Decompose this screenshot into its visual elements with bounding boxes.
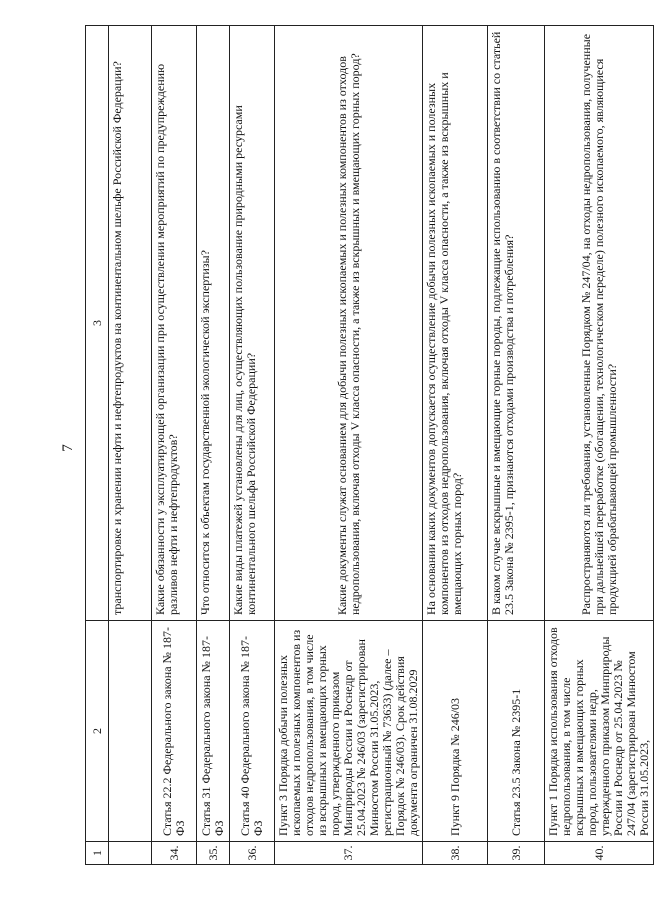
row-number-cell: 38. <box>423 842 488 865</box>
question-cell: Какие документы служат основанием для добычи полезных ископаемых и полезных компонентов из отходов недропользования, включая отходы V класса опасности, а также из вскрышных и вмещающих горных пород? <box>275 26 423 621</box>
question-cell: Какие виды платежей установлены для лиц, осуществляющих пользование природными ресурсами континентального шельфа Российской Федерации? <box>230 26 275 621</box>
regulation-table-container <box>85 25 651 865</box>
table-row <box>488 26 545 865</box>
row-number-cell: 39. <box>488 842 545 865</box>
table-header-row <box>86 26 109 865</box>
law-cell <box>109 621 152 842</box>
law-cell: Статья 22.2 Федерального закона № 187-ФЗ <box>152 621 197 842</box>
law-cell: Статья 23.5 Закона № 2395-1 <box>488 621 545 842</box>
table-row <box>230 26 275 865</box>
row-number-cell: 40. <box>545 842 654 865</box>
question-cell: Что относится к объектам государственной экологической экспертизы? <box>197 26 230 621</box>
law-cell: Статья 40 Федерального закона № 187-ФЗ <box>230 621 275 842</box>
law-cell: Пункт 9 Порядка № 246/03 <box>423 621 488 842</box>
law-cell: Пункт 1 Порядка использования отходов недропользования, в том числе вскрышных и вмещающих горных пород, пользователями недр, утвержденного приказом Минприроды России и Роснедр от 25.04.2023 № 247/04 (зарегистрирован Минюстом России 31.05.2023, <box>545 621 654 842</box>
row-number-cell: 34. <box>152 842 197 865</box>
question-cell: Распространяются ли требования, установленные Порядком № 247/04, на отходы недропользования, полученные при дальнейшей переработке (обогащении, технологическом переделе) полезного ископаемого, являющиеся продукцией обрабатывающей промышленности? <box>545 26 654 621</box>
header-col-law: 2 <box>86 621 109 842</box>
law-cell: Пункт 3 Порядка добычи полезных ископаемых и полезных компонентов из отходов недропользования, в том числе из вскрышных и вмещающих горных пород, утвержденного приказом Минприроды России и Роснедр от 25.04.2023 № 246/03 (зарегистрирован Минюстом России 31.05.2023, регистрационный № 73633) (далее – Порядок № 246/03). Срок действия документа ограничен 31.08.2029 <box>275 621 423 842</box>
table-row <box>197 26 230 865</box>
question-cell: Какие обязанности у эксплуатирующей организации при осуществлении мероприятий по предупреждению разливов нефти и нефтепродуктов? <box>152 26 197 621</box>
row-number-cell: 36. <box>230 842 275 865</box>
table-row <box>545 26 654 865</box>
question-cell: транспортировке и хранении нефти и нефтепродуктов на континентальном шельфе Российской Федерации? <box>109 26 152 621</box>
header-col-question: 3 <box>86 26 109 621</box>
header-col-number: 1 <box>86 842 109 865</box>
table-row <box>109 26 152 865</box>
table-row <box>423 26 488 865</box>
table-row <box>152 26 197 865</box>
law-cell: Статья 31 Федерального закона № 187-ФЗ <box>197 621 230 842</box>
row-number-cell <box>109 842 152 865</box>
regulation-table <box>85 25 654 865</box>
page-number: 7 <box>60 444 76 452</box>
table-row <box>275 26 423 865</box>
row-number-cell: 35. <box>197 842 230 865</box>
row-number-cell: 37. <box>275 842 423 865</box>
question-cell: В каком случае вскрышные и вмещающие горные породы, подлежащие использованию в соответствии со статьей 23.5 Закона № 2395-1, признаются отходами производства и потребления? <box>488 26 545 621</box>
question-cell: На основании каких документов допускается осуществление добычи полезных ископаемых и полезных компонентов из отходов недропользования, включая отходы V класса опасности, а также из вскрышных и вмещающих горных пород? <box>423 26 488 621</box>
